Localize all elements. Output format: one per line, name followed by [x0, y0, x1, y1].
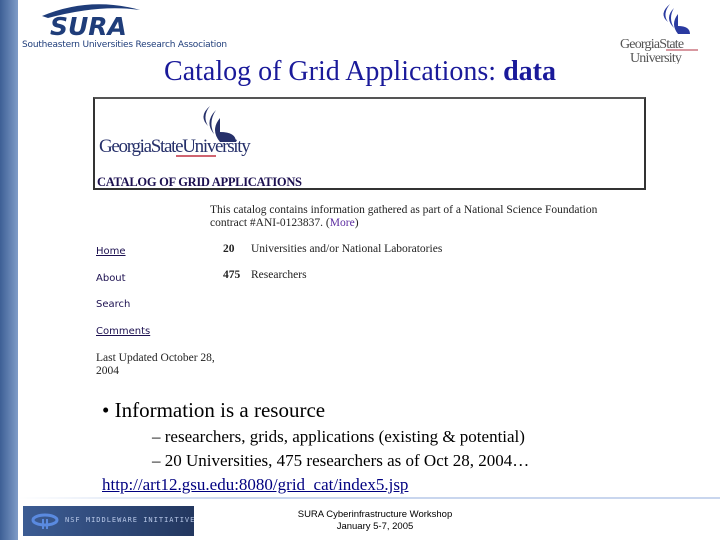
- nsf-middleware-logo: NSF MIDDLEWARE INITIATIVE: [23, 506, 194, 536]
- bullet-sub-2: – 20 Universities, 475 researchers as of Oct 28, 2004…: [152, 451, 530, 470]
- embedded-page-header: [93, 97, 646, 190]
- footer-workshop: SURA Cyberinfrastructure Workshop: [297, 509, 453, 520]
- nav-search[interactable]: Search: [96, 299, 131, 310]
- sura-subtitle: Southeastern Universities Research Association: [22, 40, 227, 50]
- embedded-gsu-logo: [98, 102, 258, 160]
- svg-text:University: University: [630, 51, 682, 64]
- nav-comments[interactable]: Comments: [96, 326, 151, 337]
- bullet-main: • Information is a resource: [102, 398, 326, 422]
- more-link[interactable]: More: [329, 217, 355, 229]
- nav-about[interactable]: About: [96, 273, 126, 284]
- catalog-url-link[interactable]: http://art12.gsu.edu:8080/grid_cat/index5.jsp: [102, 475, 409, 494]
- sura-logo: [40, 2, 150, 40]
- nav-home[interactable]: Home: [96, 246, 126, 257]
- stat-researchers: 475 Researchers: [223, 269, 307, 281]
- footer-divider: [18, 497, 720, 499]
- catalog-heading: CATALOG OF GRID APPLICATIONS: [97, 175, 302, 189]
- catalog-intro: This catalog contains information gathered as part of a National Science Foundation contract #ANI-0123837. (More): [210, 204, 598, 229]
- left-accent-bar: [0, 0, 18, 540]
- svg-text:GeorgiaState: GeorgiaState: [620, 37, 684, 52]
- footer-text: [260, 509, 490, 533]
- bullet-sub-1: – researchers, grids, applications (existing & potential): [152, 427, 525, 446]
- footer-date: January 5-7, 2005: [336, 521, 414, 532]
- svg-text:SURA: SURA: [50, 12, 127, 40]
- last-updated: Last Updated October 28, 2004: [96, 352, 215, 377]
- stat-universities: 20 Universities and/or National Laboratories: [223, 243, 443, 255]
- slide-title: Catalog of Grid Applications: data: [164, 56, 556, 87]
- svg-text:GeorgiaStateUniversity: GeorgiaStateUniversity: [99, 136, 250, 157]
- nmi-emblem-icon: [31, 513, 59, 529]
- gsu-logo: [618, 2, 700, 64]
